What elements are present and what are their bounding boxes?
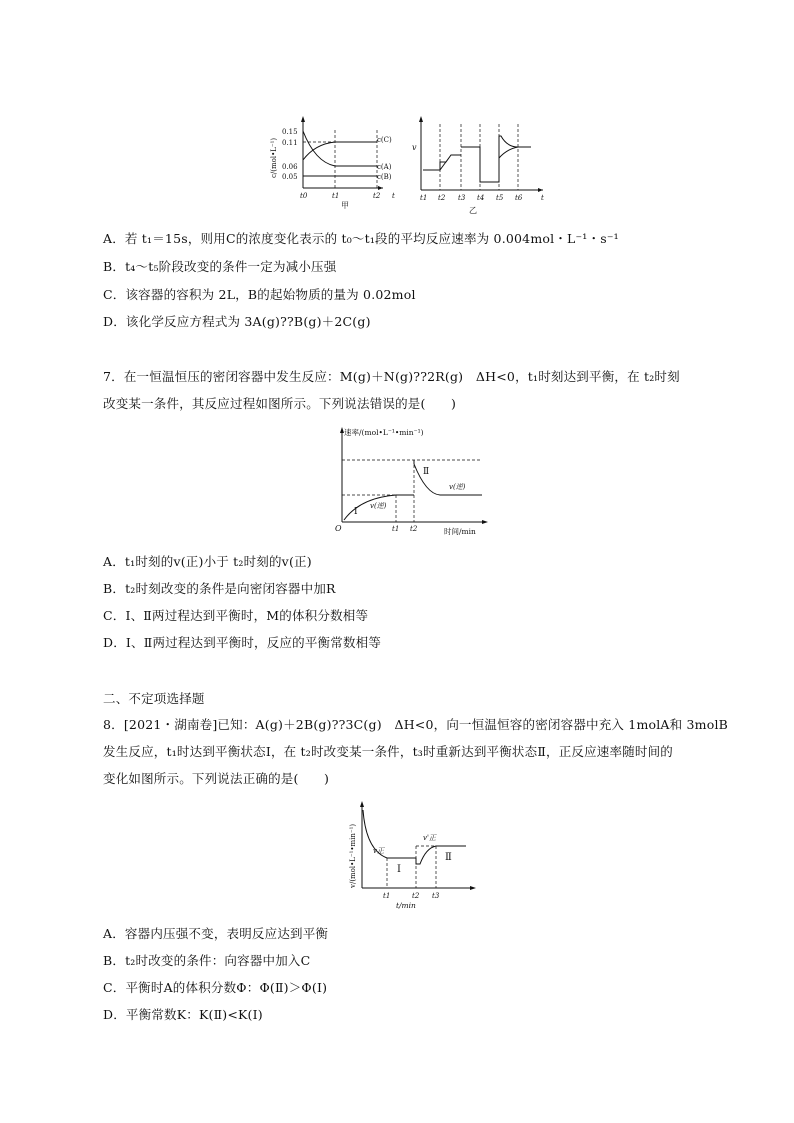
- q8-label-I: Ⅰ: [397, 864, 401, 875]
- q7-stem-line1: 7．在一恒温恒压的密闭容器中发生反应：M(g)＋N(g)??2R(g) ΔH<0，t₁时刻达到平衡，在 t₂时刻: [103, 369, 680, 384]
- jia-ytick-1: 0.15: [282, 128, 298, 136]
- q8-xtick-t1: t1: [383, 892, 391, 900]
- q8-option-c: C．平衡时A的体积分数Φ：Φ(Ⅱ)＞Φ(Ⅰ): [103, 980, 328, 995]
- jia-ytick-3: 0.06: [282, 163, 298, 171]
- yi-xtick-t1: t1: [420, 194, 428, 202]
- q7-xtick-t1: t1: [392, 525, 400, 533]
- q7-option-d: D．Ⅰ、Ⅱ两过程达到平衡时，反应的平衡常数相等: [103, 635, 382, 650]
- jia-xtick-t1: t1: [332, 192, 340, 200]
- q8-stem-line3: 变化如图所示。下列说法正确的是( ): [103, 771, 330, 786]
- q7-option-c: C．Ⅰ、Ⅱ两过程达到平衡时，M的体积分数相等: [103, 608, 369, 623]
- jia-ylabel: c/(mol•L⁻¹): [270, 137, 278, 178]
- q7-label-vni-1: v(逆): [370, 502, 387, 510]
- yi-xtick-t2: t2: [438, 194, 446, 202]
- jia-label-cc: c(C): [377, 136, 392, 144]
- yi-xtick-t6: t6: [515, 194, 523, 202]
- yi-ylabel: v: [412, 143, 417, 152]
- chart-yi: [412, 116, 544, 215]
- jia-xtick-t: t: [392, 192, 395, 200]
- q7-option-a: A．t₁时刻的v(正)小于 t₂时刻的v(正): [103, 554, 312, 569]
- chart-jia: [270, 116, 395, 210]
- q7-figure: [330, 424, 490, 538]
- q6-option-c: C．该容器的容积为 2L，B的起始物质的量为 0.02mol: [103, 287, 416, 302]
- q8-ylabel: v/(mol•L⁻¹•min⁻¹): [349, 823, 357, 888]
- q7-label-II: Ⅱ: [423, 467, 430, 477]
- q8-stem-line1: 8．[2021・湖南卷]已知：A(g)＋2B(g)??3C(g) ΔH<0，向一恒温恒容的密闭容器中充入 1molA和 3molB: [103, 717, 729, 732]
- q7-stem-line2: 改变某一条件，其反应过程如图所示。下列说法错误的是( ): [103, 396, 457, 411]
- q8-figure: [340, 800, 480, 914]
- jia-xtick-t0: t0: [300, 192, 308, 200]
- yi-xtick-t5: t5: [496, 194, 504, 202]
- q7-option-b: B．t₂时刻改变的条件是向密闭容器中加R: [103, 581, 336, 596]
- yi-xtick-t4: t4: [477, 194, 485, 202]
- jia-ytick-4: 0.05: [282, 173, 298, 181]
- q8-option-b: B．t₂时改变的条件：向容器中加入C: [103, 953, 311, 968]
- q7-ylabel: 速率/(mol•L⁻¹•min⁻¹): [344, 428, 424, 437]
- jia-xtick-t2: t2: [373, 192, 381, 200]
- q8-label-v2: v'正: [423, 834, 436, 842]
- q8-option-a: A．容器内压强不变，表明反应达到平衡: [103, 926, 329, 941]
- jia-label-ca: c(A): [377, 163, 392, 171]
- jia-ytick-2: 0.11: [282, 139, 298, 147]
- q7-label-vni-2: v(逆): [449, 483, 466, 491]
- yi-caption: 乙: [469, 206, 477, 215]
- q8-xtick-t2: t2: [412, 892, 420, 900]
- q8-xtick-t3: t3: [432, 892, 440, 900]
- section2-title: 二、不定项选择题: [103, 691, 205, 706]
- q7-xtick-t2: t2: [410, 525, 418, 533]
- q8-xlabel: t/min: [396, 901, 416, 910]
- q8-option-d: D．平衡常数K：K(Ⅱ)<K(Ⅰ): [103, 1007, 263, 1022]
- yi-rate-curve: [423, 136, 531, 182]
- q7-origin: O: [335, 524, 342, 533]
- jia-curve-a: [303, 131, 377, 166]
- figure-jia-yi: [265, 112, 555, 220]
- q8-stem-line2: 发生反应，t₁时达到平衡状态Ⅰ，在 t₂时改变某一条件，t₃时重新达到平衡状态Ⅱ，正反应速率随时间的: [103, 744, 674, 759]
- q6-option-b: B．t₄～t₅阶段改变的条件一定为减小压强: [103, 259, 337, 274]
- q8-label-II: Ⅱ: [445, 852, 452, 863]
- q7-label-I: Ⅰ: [354, 507, 358, 517]
- q7-curve-II: [414, 460, 482, 495]
- q7-xlabel: 时间/min: [444, 527, 476, 536]
- yi-xtick-t3: t3: [458, 194, 466, 202]
- q6-option-a: A．若 t₁＝15s，则用C的浓度变化表示的 t₀～t₁段的平均反应速率为 0.004mol・L⁻¹・s⁻¹: [103, 231, 619, 246]
- yi-xtick-t: t: [541, 194, 544, 202]
- q8-label-v1: v正: [373, 847, 384, 855]
- q6-option-d: D．该化学反应方程式为 3A(g)??B(g)＋2C(g): [103, 314, 371, 329]
- jia-label-cb: c(B): [377, 173, 392, 181]
- jia-caption: 甲: [341, 201, 349, 210]
